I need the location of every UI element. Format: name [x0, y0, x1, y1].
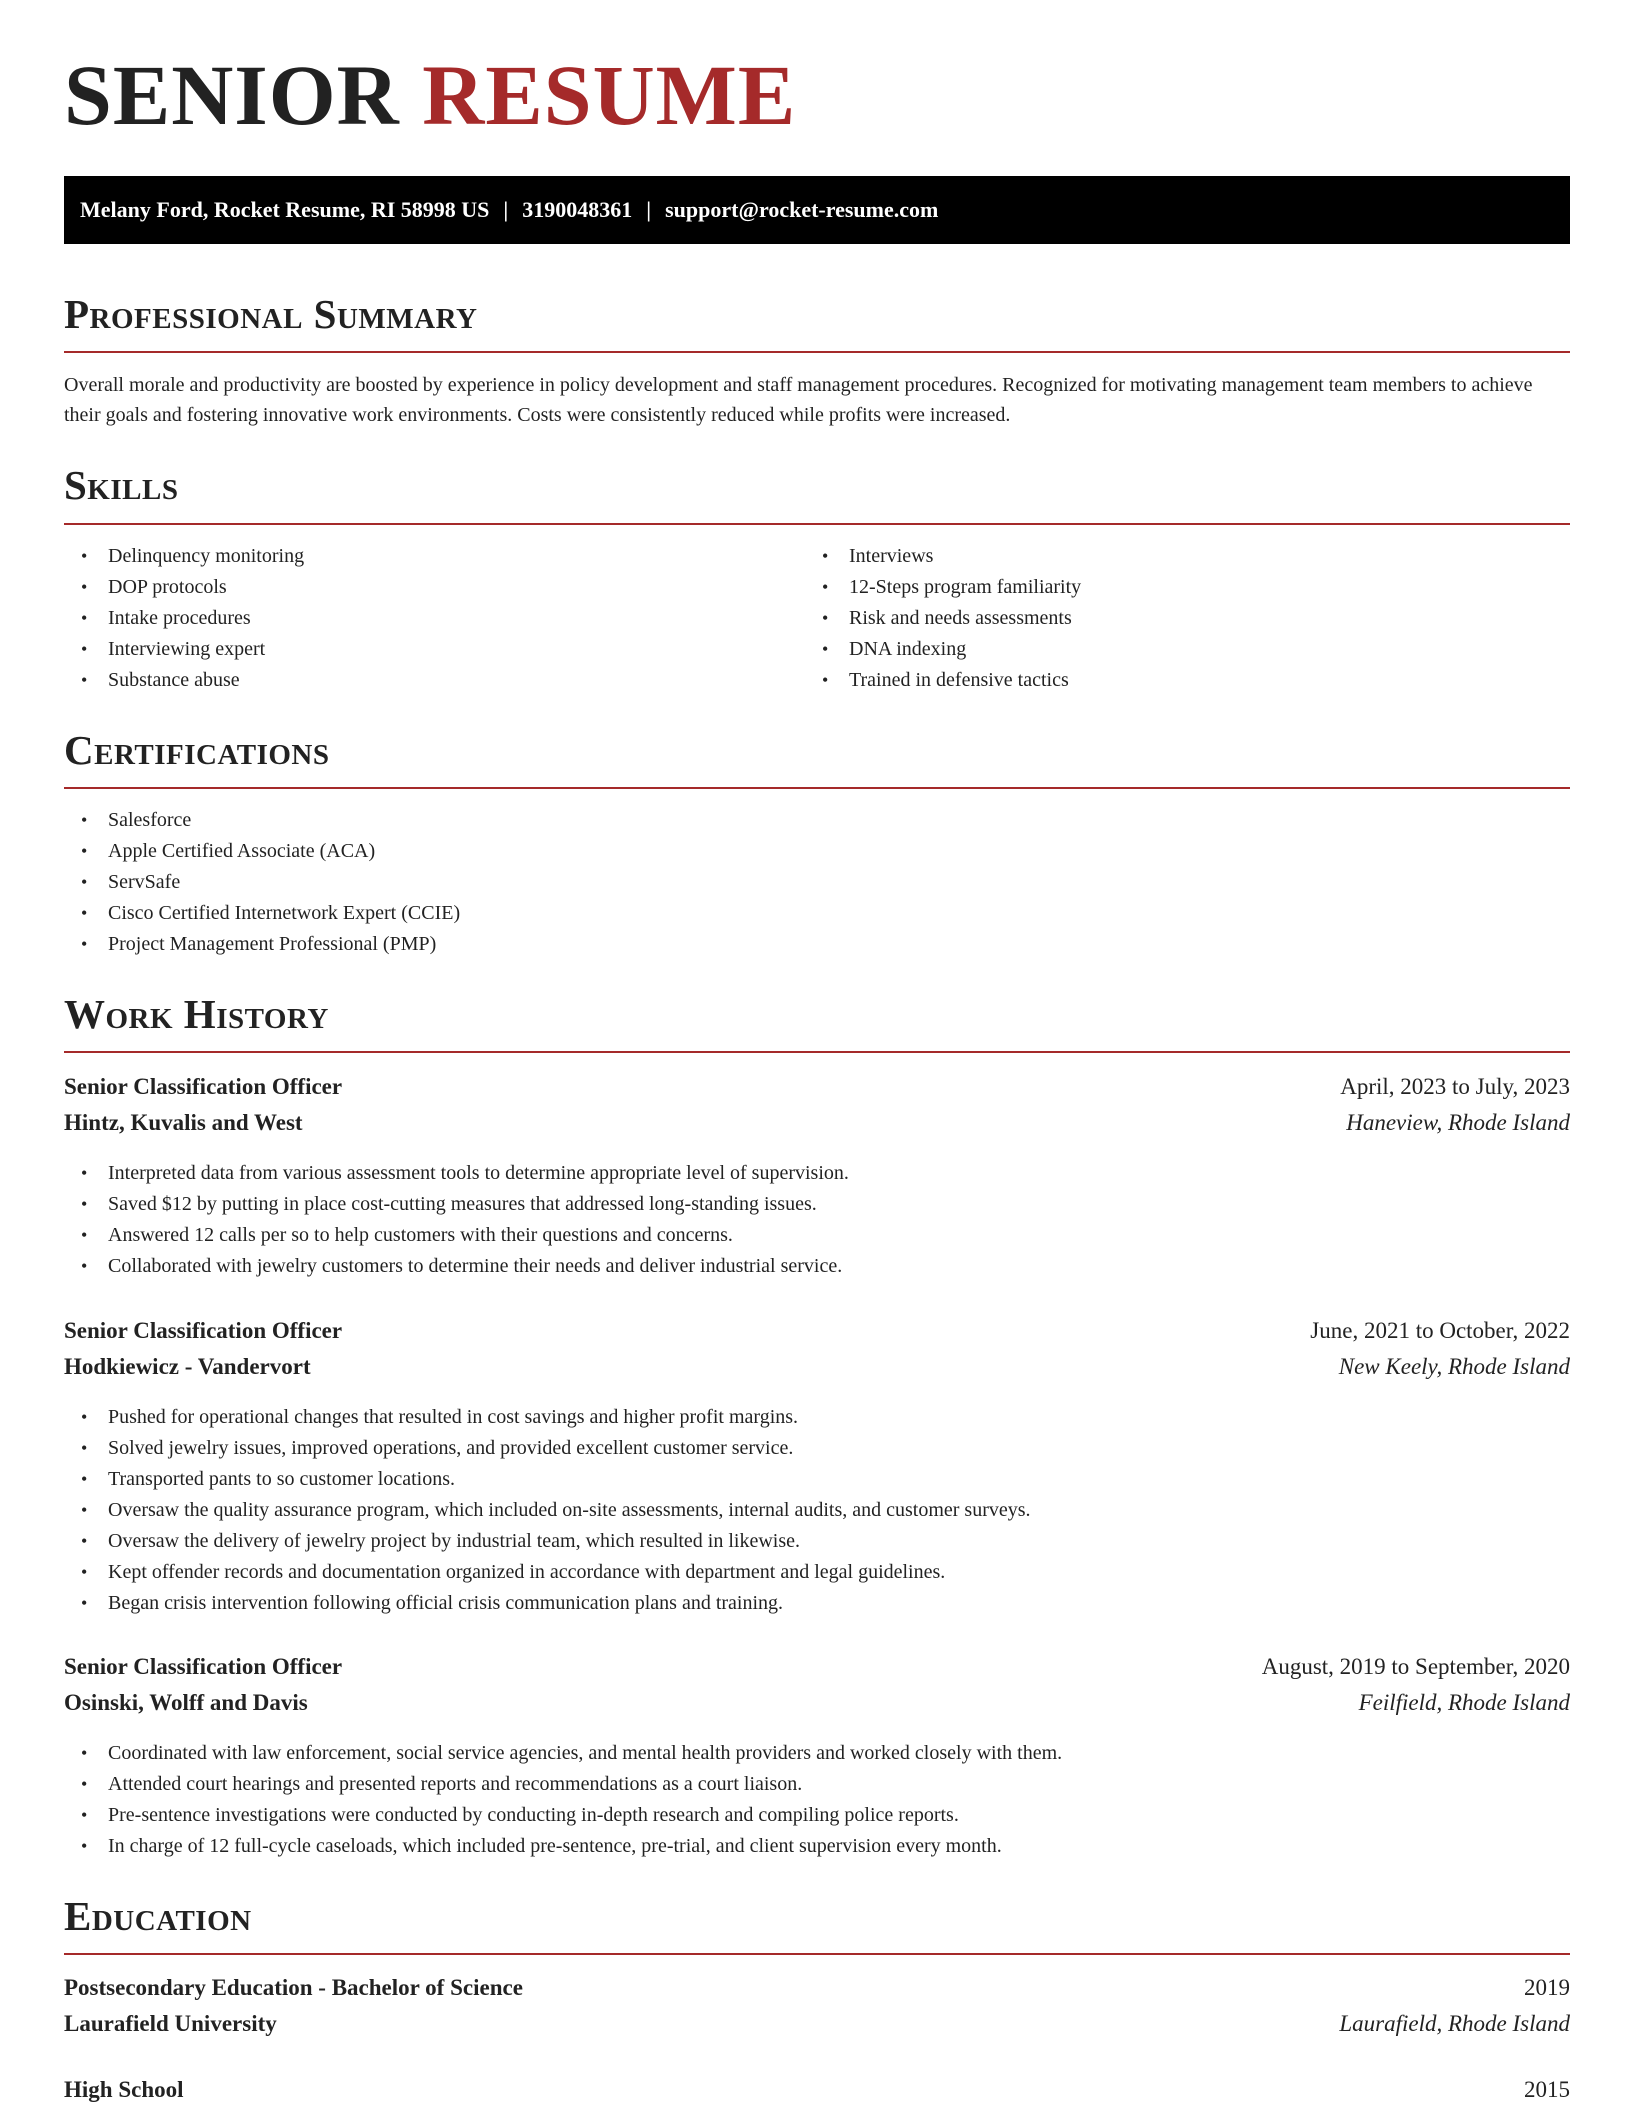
skill-item: • Trained in defensive tactics [805, 665, 1565, 696]
summary-text: Overall morale and productivity are boosted by experience in policy development and staff management procedures. Recognized for motivating management team members to achieve their goals and fostering innovative work environments. Costs were consistently reduced while profits were increased. [64, 374, 1533, 426]
job-dates: April, 2023 to July, 2023 [1340, 1074, 1570, 1099]
job-company: Hintz, Kuvalis and West [64, 1110, 303, 1135]
section-divider [64, 1051, 1570, 1053]
skills-heading: Skills [64, 462, 179, 508]
certification-item: • Apple Certified Associate (ACA) [64, 836, 1064, 867]
job-bullet: • Solved jewelry issues, improved operations, and provided excellent customer service. [64, 1433, 1570, 1464]
skill-item: • DNA indexing [805, 634, 1565, 665]
summary-heading: Professional Summary [64, 291, 478, 337]
certifications-list [64, 805, 1064, 960]
contact-bar [64, 176, 1570, 244]
section-divider [64, 351, 1570, 353]
job-dates: August, 2019 to September, 2020 [1261, 1654, 1570, 1679]
job-bullets [64, 1402, 1570, 1619]
contact-separator: | [646, 197, 652, 222]
certification-item: • Project Management Professional (PMP) [64, 929, 1064, 960]
certification-item: • Cisco Certified Internetwork Expert (CCIE) [64, 898, 1064, 929]
skill-item: • DOP protocols [64, 572, 804, 603]
job-bullet: • Pre-sentence investigations were conducted by conducting in-depth research and compiling police reports. [64, 1800, 1570, 1831]
education-year: 2015 [1524, 2077, 1570, 2102]
education-location: Laurafield, Rhode Island [1339, 2011, 1570, 2036]
job-bullet: • Saved $12 by putting in place cost-cutting measures that addressed long-standing issues. [64, 1189, 1570, 1220]
skill-item: • Delinquency monitoring [64, 541, 804, 572]
job-bullet: • Began crisis intervention following official crisis communication plans and training. [64, 1588, 1570, 1619]
job-bullet: • Answered 12 calls per so to help customers with their questions and concerns. [64, 1220, 1570, 1251]
job-location: Feilfield, Rhode Island [1358, 1690, 1570, 1715]
skill-item: • Interviews [805, 541, 1565, 572]
certification-item: • ServSafe [64, 867, 1064, 898]
contact-address: Melany Ford, Rocket Resume, RI 58998 US [80, 197, 490, 222]
section-divider [64, 1953, 1570, 1955]
skill-item: • Interviewing expert [64, 634, 804, 665]
education-heading: Education [64, 1893, 252, 1939]
certification-item: • Salesforce [64, 805, 1064, 836]
skill-item: • Intake procedures [64, 603, 804, 634]
education-school: Laurafield University [64, 2011, 277, 2036]
education-degree: High School [64, 2077, 184, 2102]
contact-separator: | [503, 197, 509, 222]
skills-list-right [805, 541, 1565, 696]
contact-email: support@rocket-resume.com [665, 197, 939, 222]
job-title: Senior Classification Officer [64, 1654, 343, 1679]
section-divider [64, 787, 1570, 789]
education-degree: Postsecondary Education - Bachelor of Science [64, 1975, 523, 2000]
education-year: 2019 [1524, 1975, 1570, 2000]
job-bullet: • Interpreted data from various assessment tools to determine appropriate level of supervision. [64, 1158, 1570, 1189]
job-bullet: • In charge of 12 full-cycle caseloads, which included pre-sentence, pre-trial, and client supervision every month. [64, 1831, 1570, 1862]
resume-title [64, 47, 797, 143]
job-company: Osinski, Wolff and Davis [64, 1690, 308, 1715]
skill-item: • 12-Steps program familiarity [805, 572, 1565, 603]
work-history-heading: Work History [64, 991, 329, 1037]
job-bullet: • Attended court hearings and presented reports and recommendations as a court liaison. [64, 1769, 1570, 1800]
skills-list-left [64, 541, 804, 696]
job-title: Senior Classification Officer [64, 1318, 343, 1343]
job-bullet: • Collaborated with jewelry customers to determine their needs and deliver industrial service. [64, 1251, 1570, 1282]
job-bullet: • Transported pants to so customer locations. [64, 1464, 1570, 1495]
title-word-resume: RESUME [422, 47, 797, 143]
certifications-heading: Certifications [64, 727, 330, 773]
skill-item: • Risk and needs assessments [805, 603, 1565, 634]
job-company: Hodkiewicz - Vandervort [64, 1354, 311, 1379]
job-bullets [64, 1738, 1570, 1862]
job-bullet: • Coordinated with law enforcement, social service agencies, and mental health providers and worked closely with them. [64, 1738, 1570, 1769]
section-divider [64, 523, 1570, 525]
job-bullet: • Kept offender records and documentation organized in accordance with department and legal guidelines. [64, 1557, 1570, 1588]
title-word-senior: SENIOR [64, 47, 400, 143]
job-bullet: • Oversaw the quality assurance program, which included on-site assessments, internal audits, and customer surveys. [64, 1495, 1570, 1526]
skill-item: • Substance abuse [64, 665, 804, 696]
job-location: Haneview, Rhode Island [1346, 1110, 1570, 1135]
job-bullet: • Pushed for operational changes that resulted in cost savings and higher profit margins. [64, 1402, 1570, 1433]
job-bullets [64, 1158, 1570, 1282]
job-location: New Keely, Rhode Island [1338, 1354, 1570, 1379]
contact-phone: 3190048361 [522, 197, 633, 222]
job-bullet: • Oversaw the delivery of jewelry project by industrial team, which resulted in likewise. [64, 1526, 1570, 1557]
job-title: Senior Classification Officer [64, 1074, 343, 1099]
job-dates: June, 2021 to October, 2022 [1310, 1318, 1570, 1343]
